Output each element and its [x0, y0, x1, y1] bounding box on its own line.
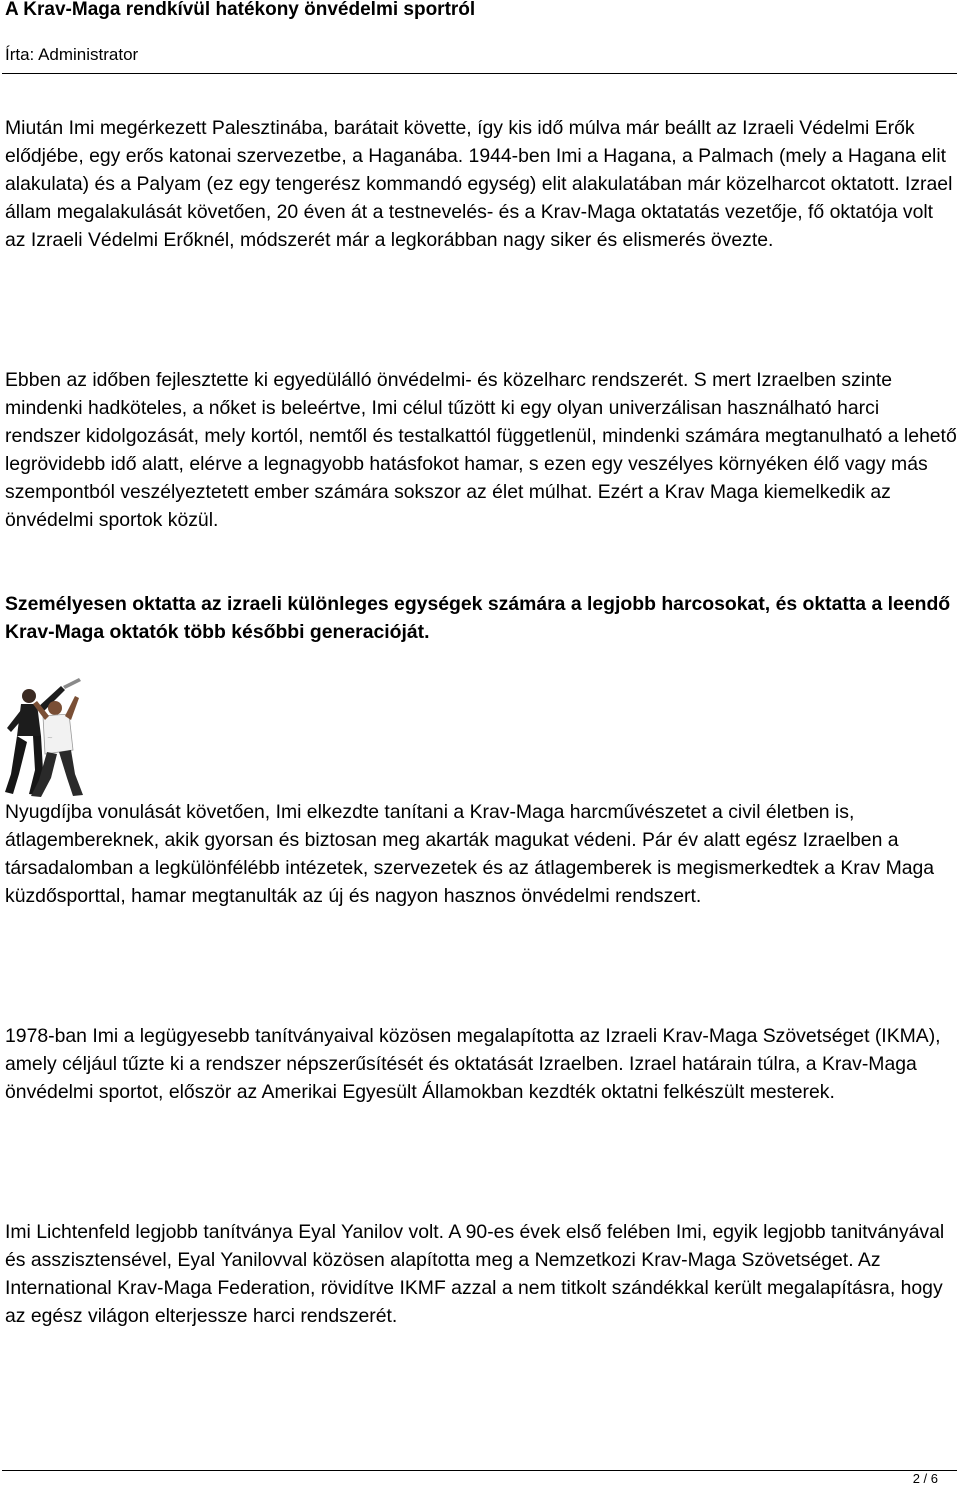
- paragraph-ikmf-founding: Imi Lichtenfeld legjobb tanítványa Eyal Yanilov volt. A 90-es évek első felében Imi, egyik legjobb tanitványával és asszisztensével, Eyal Yanilovval közösen alapította meg a Nemzetkozi Krav-Maga Szövetséget. Az International Krav-Maga Federation, rövidítve IKMF azzal a nem titkolt szándékkal került megalapításra, hogy az egész világon elterjessze harci rendszerét.: [5, 1221, 945, 1327]
- paragraph-haganah: Miután Imi megérkezett Palesztinába, barátait követte, így kis idő múlva már beállt az Izraeli Védelmi Erők elődjébe, egy erős katonai szervezetbe, a Haganába. 1944-ben Imi a Hagana, a Palmach (mely a Hagana elit alakulata) és a Palyam (ez egy tengerész kommandó egység) elit alakulatában már közelharcot oktatott. Izrael állam megalakulását követően, 20 éven át a testnevelés- és a Krav-Maga oktatatás vezetője, fő oktatója volt az Izraeli Védelmi Erőknél, módszerét már a legkorábban nagy siker és elismerés övezte.: [5, 117, 953, 251]
- svg-text:~: ~: [47, 734, 53, 742]
- paragraph-ikma-founding: 1978-ban Imi a legügyesebb tanítványaival közösen megalapította az Izraeli Krav-Maga Szövetséget (IKMA), amely céljául tűzte ki a rendszer népszerűsítését és oktatását Izraelben. Izrael határain túlra, a Krav-Maga önvédelmi sportot, először az Amerikai Egyesült Államokban kezdték oktatni felkészült mesterek.: [5, 1025, 941, 1103]
- paragraph-system-development: Ebben az időben fejlesztette ki egyedülálló önvédelmi- és közelharc rendszerét. S mert Izraelben szinte mindenki hadköteles, a nőket is beleértve, Imi célul tűzött ki egy olyan univerzálisan használható harci rendszer kidolgozását, mely kortól, nemtől és testalkattól függetlenül, mindenki számára megtanulható a lehető legrövidebb idő alatt, elérve a legnagyobb hatásfokot hamar, s ezen egy veszélyes környéken élő vagy más szempontból veszélyeztetett ember számára sokszor az élet múlhat. Ezért a Krav Maga kiemelkedik az önvédelmi sportok közül.: [5, 369, 957, 531]
- header-divider: [2, 73, 957, 74]
- paragraph-civilian-teaching: Nyugdíjba vonulását követően, Imi elkezdte tanítani a Krav-Maga harcművészetet a civil életben is, átlagembereknek, akik gyorsan és biztosan meg akarták magukat védeni. Pár év alatt egész Izraelben a társadalomban a legkülönfélébb intézetek, szervezetek és az átlagemberek is megismerkedtek a Krav Maga küzdősporttal, hamar megtanulták az új és nagyon hasznos önvédelmi rendszert.: [5, 801, 935, 907]
- krav-maga-knife-defense-photo: [3, 674, 93, 798]
- paragraph-special-units: Személyesen oktatta az izraeli különleges egységek számára a legjobb harcosokat, és oktatta a leendő Krav-Maga oktatók több későbbi generacióját.: [5, 593, 951, 643]
- footer-divider: [2, 1470, 957, 1471]
- page-title: A Krav-Maga rendkívül hatékony önvédelmi sportról: [5, 0, 476, 20]
- page-number: 2 / 6: [912, 1471, 938, 1486]
- author-line: Írta: Administrator: [5, 45, 139, 64]
